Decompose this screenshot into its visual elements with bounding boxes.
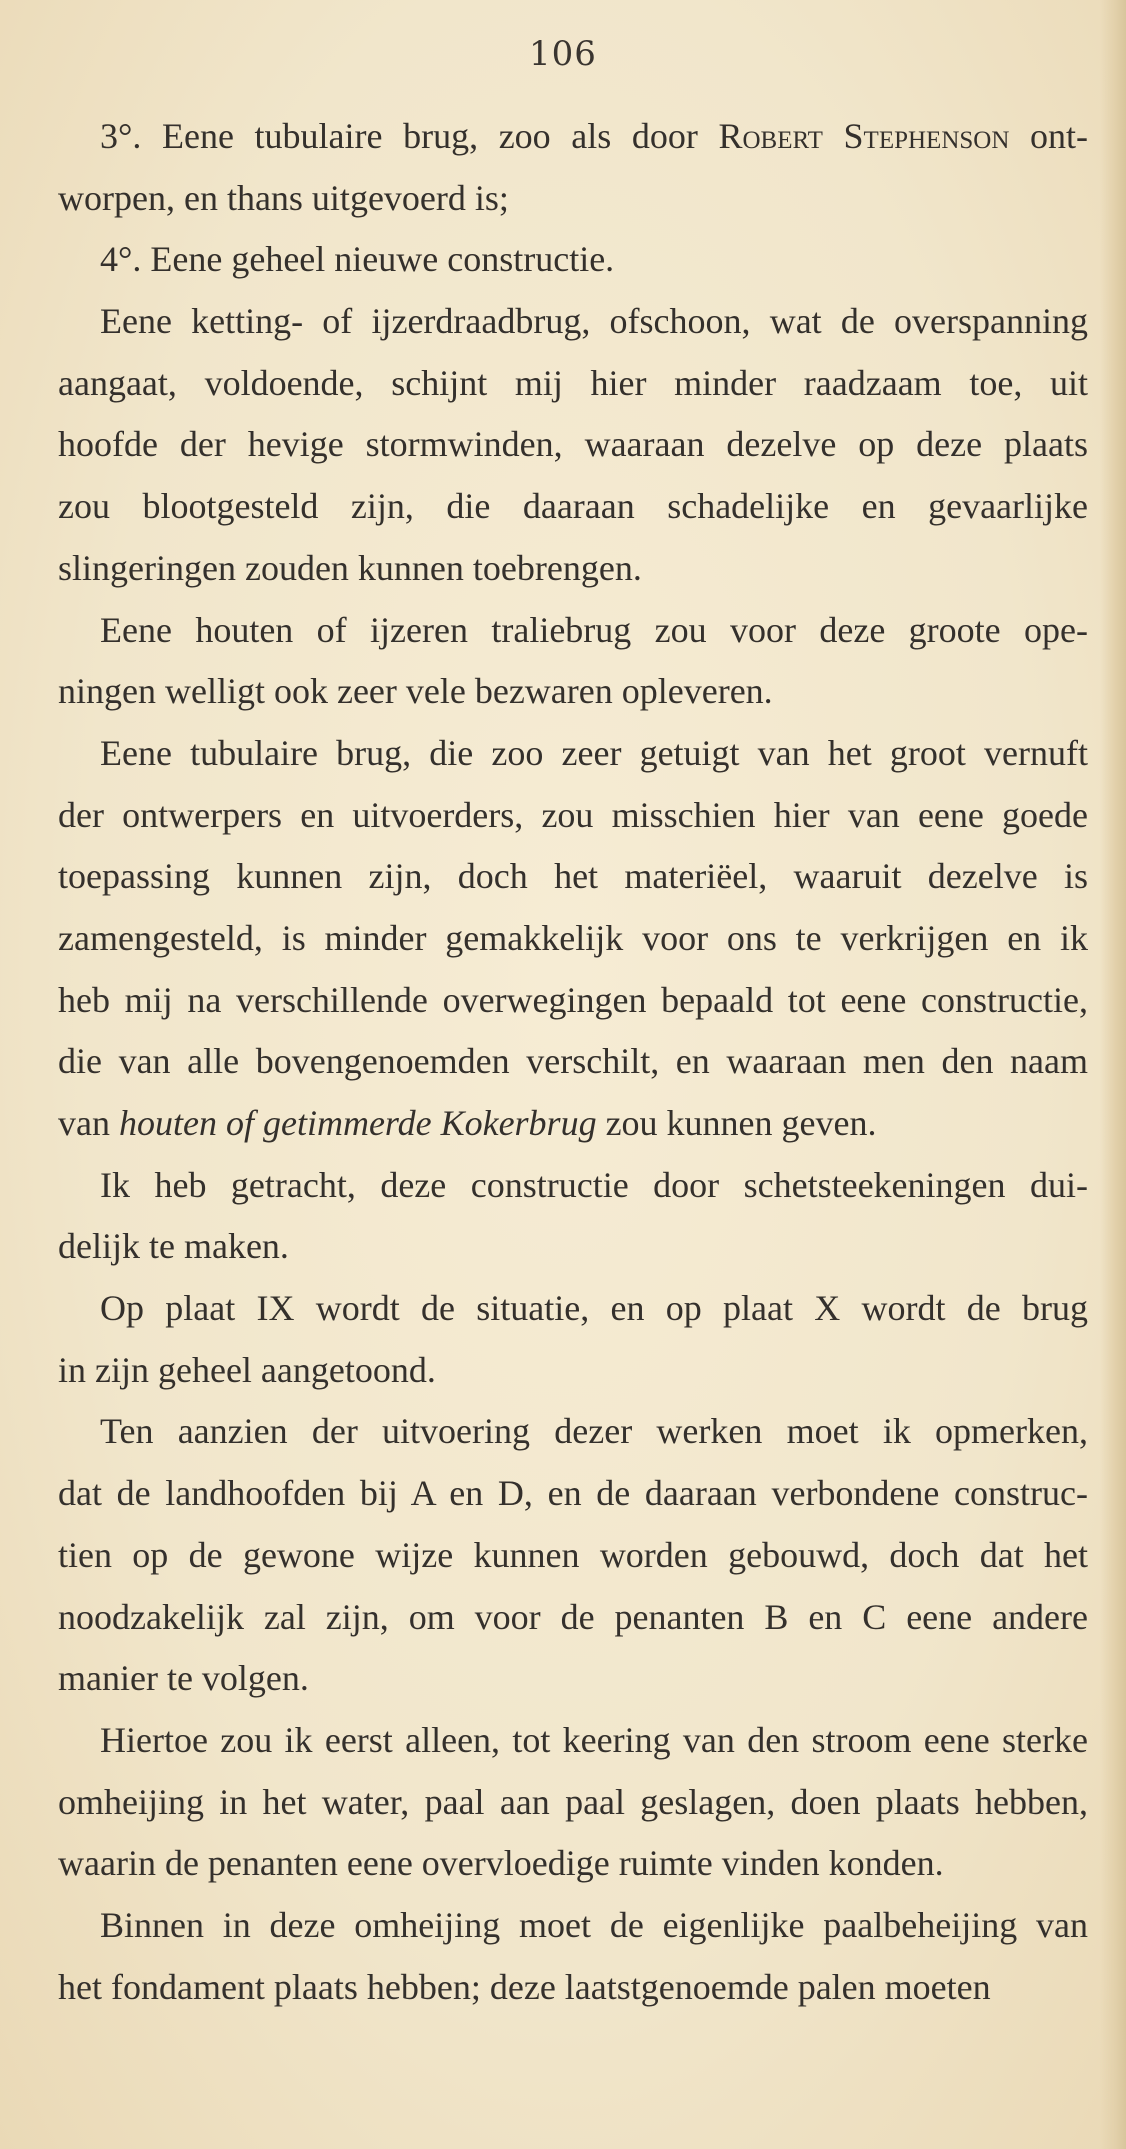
text-line — [58, 785, 1088, 847]
text-run: Binnen in deze omheijing moet de eigenlijke paalbeheijing van — [100, 1904, 1088, 1945]
paragraph — [58, 723, 1088, 1155]
text-line — [58, 414, 1088, 476]
text-run: van — [58, 1103, 119, 1143]
text-line — [58, 1278, 1088, 1340]
text-run: delijk te maken. — [58, 1226, 289, 1267]
text-run: Eene ketting- of ijzerdraadbrug, ofschoon, wat de overspanning — [100, 301, 1088, 342]
text-run: zamengesteld, is minder gemakkelijk voor ons te verkrijgen en ik — [58, 917, 1088, 958]
text-run: 3°. Eene tubulaire brug, zoo als door — [100, 116, 719, 156]
paragraph — [58, 1278, 1088, 1401]
paragraph — [58, 106, 1088, 229]
text-run: Op plaat IX wordt de situatie, en op plaat X wordt de brug — [100, 1288, 1088, 1329]
text-run: Ik heb getracht, deze constructie door schetsteekeningen dui- — [100, 1164, 1088, 1205]
text-run — [119, 1103, 597, 1143]
text-line — [58, 1093, 1088, 1155]
paragraph — [58, 1895, 1088, 2018]
text-line — [58, 661, 1088, 723]
small-caps-name: Robert Stephenson — [718, 116, 1010, 156]
text-run: omheijing in het water, paal aan paal geslagen, doen plaats hebben, — [58, 1781, 1088, 1822]
text-run: ningen welligt ook zeer vele bezwaren opleveren. — [58, 671, 773, 712]
text-line — [58, 1957, 1088, 2019]
text-run: Eene houten of ijzeren traliebrug zou voor deze groote ope- — [100, 609, 1088, 650]
paragraph — [58, 1155, 1088, 1278]
text-run: slingeringen zouden kunnen toebrengen. — [58, 547, 642, 588]
text-line — [58, 723, 1088, 785]
paragraph — [58, 1401, 1088, 1709]
text-run: worpen, en thans uitgevoerd is; — [58, 177, 509, 218]
text-run: toepassing kunnen zijn, doch het materiëel, waaruit dezelve is — [58, 856, 1088, 897]
text-run: hoofde der hevige stormwinden, waaraan dezelve op deze plaats — [58, 424, 1088, 465]
text-line — [58, 1216, 1088, 1278]
text-run: tien op de gewone wijze kunnen worden gebouwd, doch dat het — [58, 1534, 1088, 1575]
text-run: aangaat, voldoende, schijnt mij hier minder raadzaam toe, uit — [58, 362, 1088, 403]
text-run: der ontwerpers en uitvoerders, zou misschien hier van eene goede — [58, 794, 1088, 835]
text-run: het fondament plaats hebben; deze laatstgenoemde palen moeten — [58, 1966, 991, 2007]
text-line — [58, 1401, 1088, 1463]
text-line — [58, 291, 1088, 353]
text-line — [58, 1648, 1088, 1710]
paragraph — [58, 600, 1088, 723]
text-run: zou blootgesteld zijn, die daaraan schadelijke en gevaarlijke — [58, 486, 1088, 527]
text-run: die van alle bovengenoemden verschilt, en waaraan men den naam — [58, 1041, 1088, 1082]
text-line — [58, 1463, 1088, 1525]
text-line — [58, 1710, 1088, 1772]
body-text — [58, 106, 1088, 2018]
text-run: Ten aanzien der uitvoering dezer werken moet ik opmerken, — [100, 1411, 1088, 1452]
text-line — [58, 1340, 1088, 1402]
text-line — [58, 970, 1088, 1032]
text-line — [58, 1895, 1088, 1957]
text-line — [58, 1155, 1088, 1217]
text-line — [58, 353, 1088, 415]
text-line — [58, 168, 1088, 230]
paragraph — [58, 1710, 1088, 1895]
text-line — [58, 538, 1088, 600]
text-run: heb mij na verschillende overwegingen bepaald tot eene constructie, — [58, 979, 1088, 1020]
text-run: Eene tubulaire brug, die zoo zeer getuigt van het groot vernuft — [100, 732, 1088, 773]
text-run: in zijn geheel aangetoond. — [58, 1349, 436, 1390]
text-line — [58, 1031, 1088, 1093]
text-line — [58, 106, 1088, 168]
text-run: 4°. Eene geheel nieuwe constructie. — [100, 239, 615, 280]
paragraph — [58, 229, 1088, 291]
text-line — [58, 476, 1088, 538]
text-run: zou kunnen geven. — [596, 1103, 877, 1143]
text-line — [58, 600, 1088, 662]
text-run: ont- — [1009, 116, 1088, 156]
page-edge-shadow — [1100, 0, 1126, 2149]
text-line — [58, 1587, 1088, 1649]
text-line — [58, 1833, 1088, 1895]
text-line — [58, 846, 1088, 908]
text-run: waarin de penanten eene overvloedige ruimte vinden konden. — [58, 1843, 944, 1884]
text-line — [58, 908, 1088, 970]
paragraph — [58, 291, 1088, 599]
italic-term: houten of getimmerde Kokerbrug — [118, 1103, 597, 1143]
text-run: noodzakelijk zal zijn, om voor de penanten B en C eene andere — [58, 1596, 1088, 1637]
page-number: 106 — [529, 34, 597, 74]
text-run: Hiertoe zou ik eerst alleen, tot keering van den stroom eene sterke — [100, 1719, 1088, 1760]
text-line — [58, 1525, 1088, 1587]
text-run: manier te volgen. — [58, 1658, 309, 1699]
text-line — [58, 229, 1088, 291]
text-line — [58, 1772, 1088, 1834]
text-run: dat de landhoofden bij A en D, en de daaraan verbondene construc- — [58, 1473, 1088, 1514]
